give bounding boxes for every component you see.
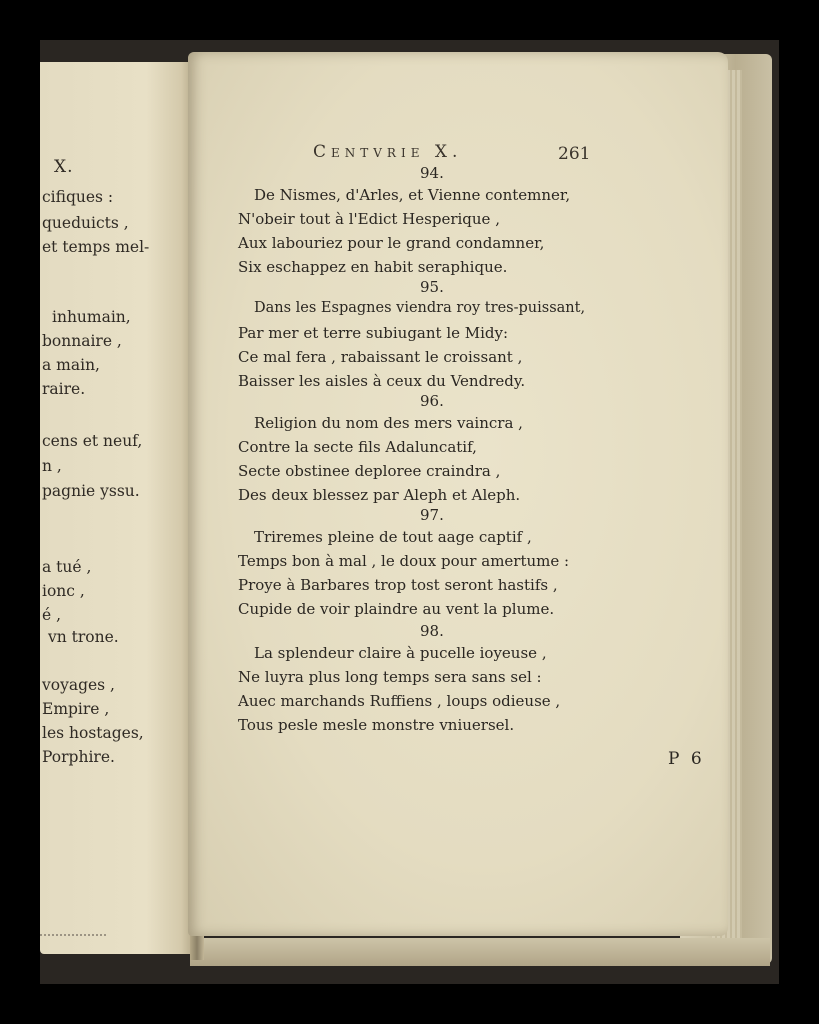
verse-line: Contre la secte fils Adaluncatif, <box>238 438 477 456</box>
page-number: 261 <box>558 144 591 164</box>
left-line: queduicts , <box>42 214 129 232</box>
verse-line: Tous pesle mesle monstre vniuersel. <box>238 716 515 734</box>
verse-line: Secte obstinee deploree craindra , <box>238 462 501 480</box>
signature-mark: P 6 <box>668 749 705 769</box>
left-line: cifiques : <box>42 188 114 206</box>
verse-line: N'obeir tout à l'Edict Hesperique , <box>238 210 500 228</box>
left-line: vn trone. <box>48 628 119 646</box>
left-line: a tué , <box>42 558 92 576</box>
left-line: les hostages, <box>42 724 144 742</box>
verse-line: Ne luyra plus long temps sera sans sel : <box>238 668 542 686</box>
left-line: inhumain, <box>52 308 131 326</box>
left-line: é , <box>42 606 62 624</box>
pencil-mark <box>40 934 108 936</box>
verse-line: Religion du nom des mers vaincra , <box>254 414 523 432</box>
book-cover-bottom <box>190 938 770 966</box>
left-line: ionc , <box>42 582 85 600</box>
verse-line: Six eschappez en habit seraphique. <box>238 258 508 276</box>
verse-line: Baisser les aisles à ceux du Vendredy. <box>238 372 526 390</box>
left-line: et temps mel- <box>42 238 150 256</box>
left-line: n , <box>42 457 62 475</box>
verse-line: Triremes pleine de tout aage captif , <box>254 528 532 546</box>
verse-line: Auec marchands Ruffiens , loups odieuse , <box>238 692 561 710</box>
verse-line: Par mer et terre subiugant le Midy: <box>238 324 509 342</box>
left-line: pagnie yssu. <box>42 482 140 500</box>
left-line: bonnaire , <box>42 332 122 350</box>
left-line: voyages , <box>42 676 115 694</box>
running-header-title: Centvrie X. <box>313 142 463 162</box>
verse-line: Ce mal fera , rabaissant le croissant , <box>238 348 523 366</box>
verse-line: La splendeur claire à pucelle ioyeuse , <box>254 644 547 662</box>
verse-line: Des deux blessez par Aleph et Aleph. <box>238 486 521 504</box>
left-page-header: X. <box>54 157 74 177</box>
quatrain-number: 95. <box>420 278 444 296</box>
book-photo <box>40 40 779 984</box>
left-line: a main, <box>42 356 100 374</box>
verse-line: Proye à Barbares trop tost seront hastifs , <box>238 576 558 594</box>
left-page <box>40 62 192 954</box>
quatrain-number: 96. <box>420 392 444 410</box>
left-line: Empire , <box>42 700 110 718</box>
left-line: Porphire. <box>42 748 115 766</box>
quatrain-number: 98. <box>420 622 444 640</box>
left-line: raire. <box>42 380 86 398</box>
quatrain-number: 94. <box>420 164 444 182</box>
verse-line: Dans les Espagnes viendra roy tres-puissant, <box>254 300 586 316</box>
verse-line: Temps bon à mal , le doux pour amertume : <box>238 552 570 570</box>
quatrain-number: 97. <box>420 506 444 524</box>
verse-line: Cupide de voir plaindre au vent la plume. <box>238 600 555 618</box>
verse-line: De Nismes, d'Arles, et Vienne contemner, <box>254 186 571 204</box>
verse-line: Aux labouriez pour le grand condamner, <box>238 234 545 252</box>
left-line: cens et neuf, <box>42 432 143 450</box>
right-page <box>188 52 728 936</box>
